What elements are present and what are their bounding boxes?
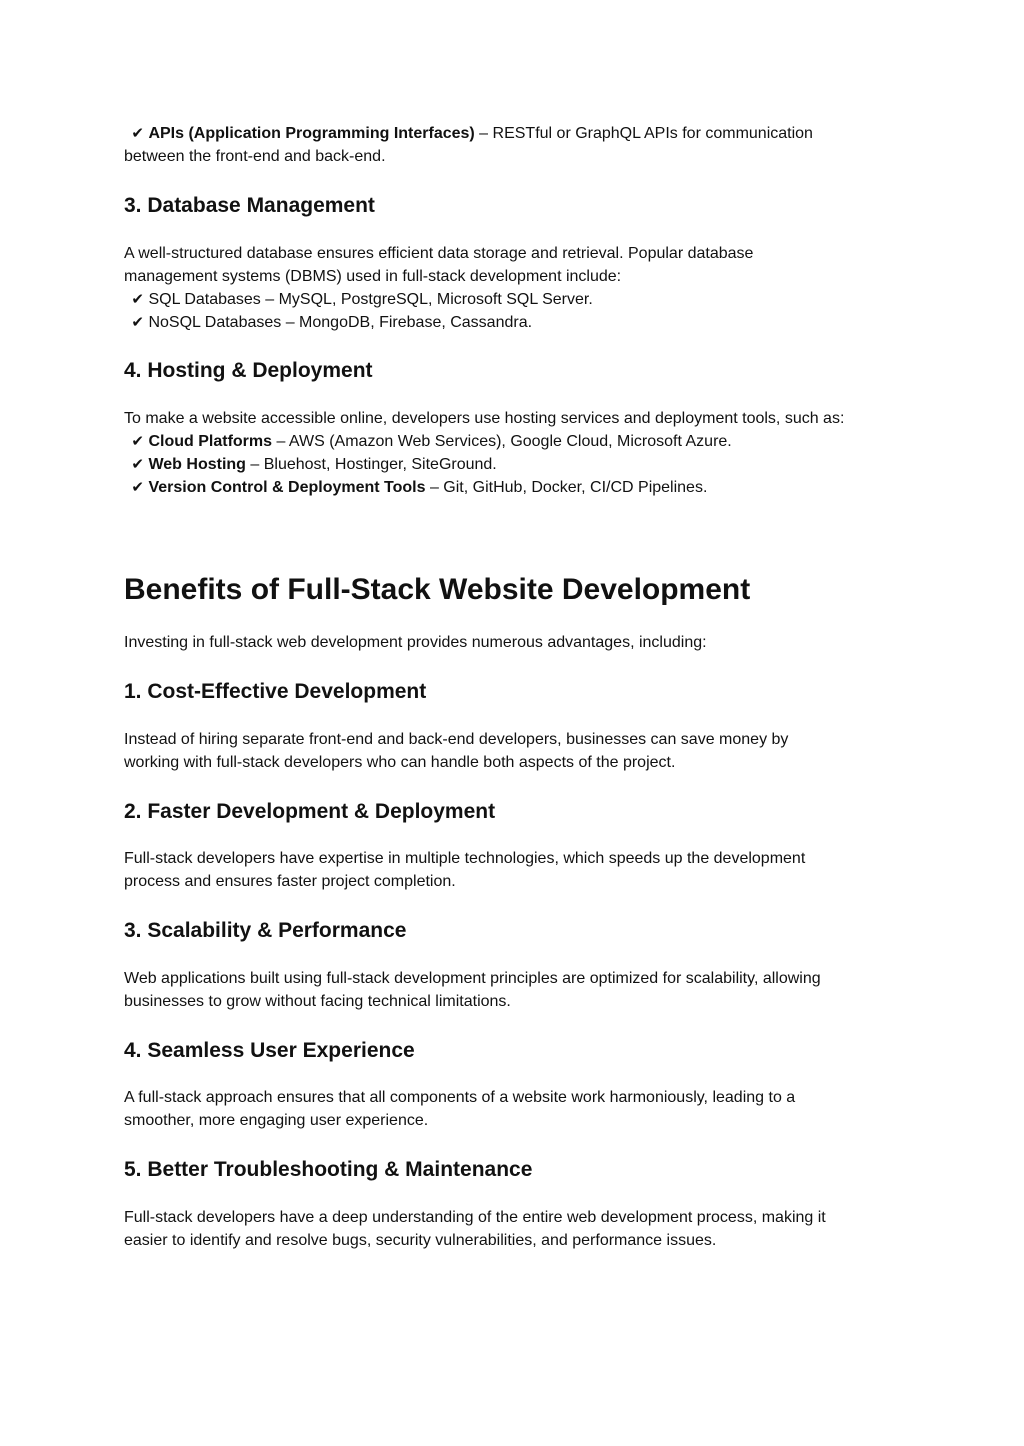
list-item-text: – Git, GitHub, Docker, CI/CD Pipelines.: [425, 479, 708, 496]
apis-rest-text: – RESTful or GraphQL APIs for communication: [474, 125, 813, 142]
checkmark-icon: ✔: [131, 313, 144, 331]
list-item: [124, 453, 914, 476]
benefits-intro: [124, 631, 914, 654]
list-item-bold: Web Hosting: [148, 456, 246, 473]
list-item: [124, 311, 914, 334]
benefit-text-line-2: working with full-stack developers who can handle both aspects of the project.: [124, 754, 676, 771]
checkmark-icon: ✔: [131, 124, 144, 142]
benefit-text-line-1: A full-stack approach ensures that all components of a website work harmoniously, leading to a: [124, 1089, 796, 1106]
benefit-paragraph: [124, 728, 914, 774]
database-heading: 3. Database Management: [124, 194, 375, 217]
database-text-line-2: management systems (DBMS) used in full-stack development include:: [124, 268, 622, 285]
checkmark-icon: ✔: [131, 455, 144, 473]
benefit-text-line-1: Web applications built using full-stack development principles are optimized for scalability, allowing: [124, 970, 821, 987]
benefit-heading: 1. Cost-Effective Development: [124, 680, 427, 703]
benefit-heading: 2. Faster Development & Deployment: [124, 800, 496, 823]
benefit-paragraph: [124, 967, 914, 1013]
list-item-bold: Version Control & Deployment Tools: [148, 479, 426, 496]
benefit-text-line-1: Full-stack developers have expertise in multiple technologies, which speeds up the development: [124, 850, 806, 867]
benefit-heading: 3. Scalability & Performance: [124, 919, 407, 942]
list-item: [124, 476, 914, 499]
checkmark-icon: ✔: [131, 290, 144, 308]
benefit-heading: 4. Seamless User Experience: [124, 1039, 415, 1062]
hosting-text: To make a website accessible online, developers use hosting services and deployment tools, such as:: [124, 410, 845, 427]
list-item: [124, 430, 914, 453]
benefit-text-line-2: process and ensures faster project completion.: [124, 873, 456, 890]
benefit-paragraph: [124, 847, 914, 893]
apis-bullet-line-1: [124, 122, 914, 145]
list-item-text: SQL Databases – MySQL, PostgreSQL, Microsoft SQL Server.: [144, 291, 593, 308]
hosting-heading: 4. Hosting & Deployment: [124, 359, 373, 382]
list-item-bold: Cloud Platforms: [148, 433, 273, 450]
checkmark-icon: ✔: [131, 478, 144, 496]
benefit-text-line-1: Full-stack developers have a deep understanding of the entire web development process, making it: [124, 1209, 826, 1226]
checkmark-icon: ✔: [131, 432, 144, 450]
database-paragraph: [124, 242, 914, 334]
benefit-text-line-2: easier to identify and resolve bugs, security vulnerabilities, and performance issues.: [124, 1232, 717, 1249]
benefits-title: Benefits of Full-Stack Website Development: [124, 573, 751, 606]
benefit-text-line-1: Instead of hiring separate front-end and back-end developers, businesses can save money by: [124, 731, 789, 748]
apis-bullet-line-2: between the front-end and back-end.: [124, 148, 386, 165]
list-item-text: – AWS (Amazon Web Services), Google Cloud, Microsoft Azure.: [272, 433, 732, 450]
database-text-line-1: A well-structured database ensures efficient data storage and retrieval. Popular database: [124, 245, 754, 262]
list-item: [124, 288, 914, 311]
hosting-paragraph: [124, 407, 914, 499]
list-item-text: – Bluehost, Hostinger, SiteGround.: [245, 456, 497, 473]
benefit-text-line-2: smoother, more engaging user experience.: [124, 1112, 429, 1129]
benefit-heading: 5. Better Troubleshooting & Maintenance: [124, 1158, 533, 1181]
apis-bullet: [124, 122, 914, 168]
benefit-paragraph: [124, 1206, 914, 1252]
apis-bold-label: APIs (Application Programming Interfaces): [148, 125, 475, 142]
benefit-paragraph: [124, 1086, 914, 1132]
benefits-intro-text: Investing in full-stack web development provides numerous advantages, including:: [124, 634, 707, 651]
list-item-text: NoSQL Databases – MongoDB, Firebase, Cassandra.: [144, 314, 533, 331]
benefit-text-line-2: businesses to grow without facing technical limitations.: [124, 993, 511, 1010]
